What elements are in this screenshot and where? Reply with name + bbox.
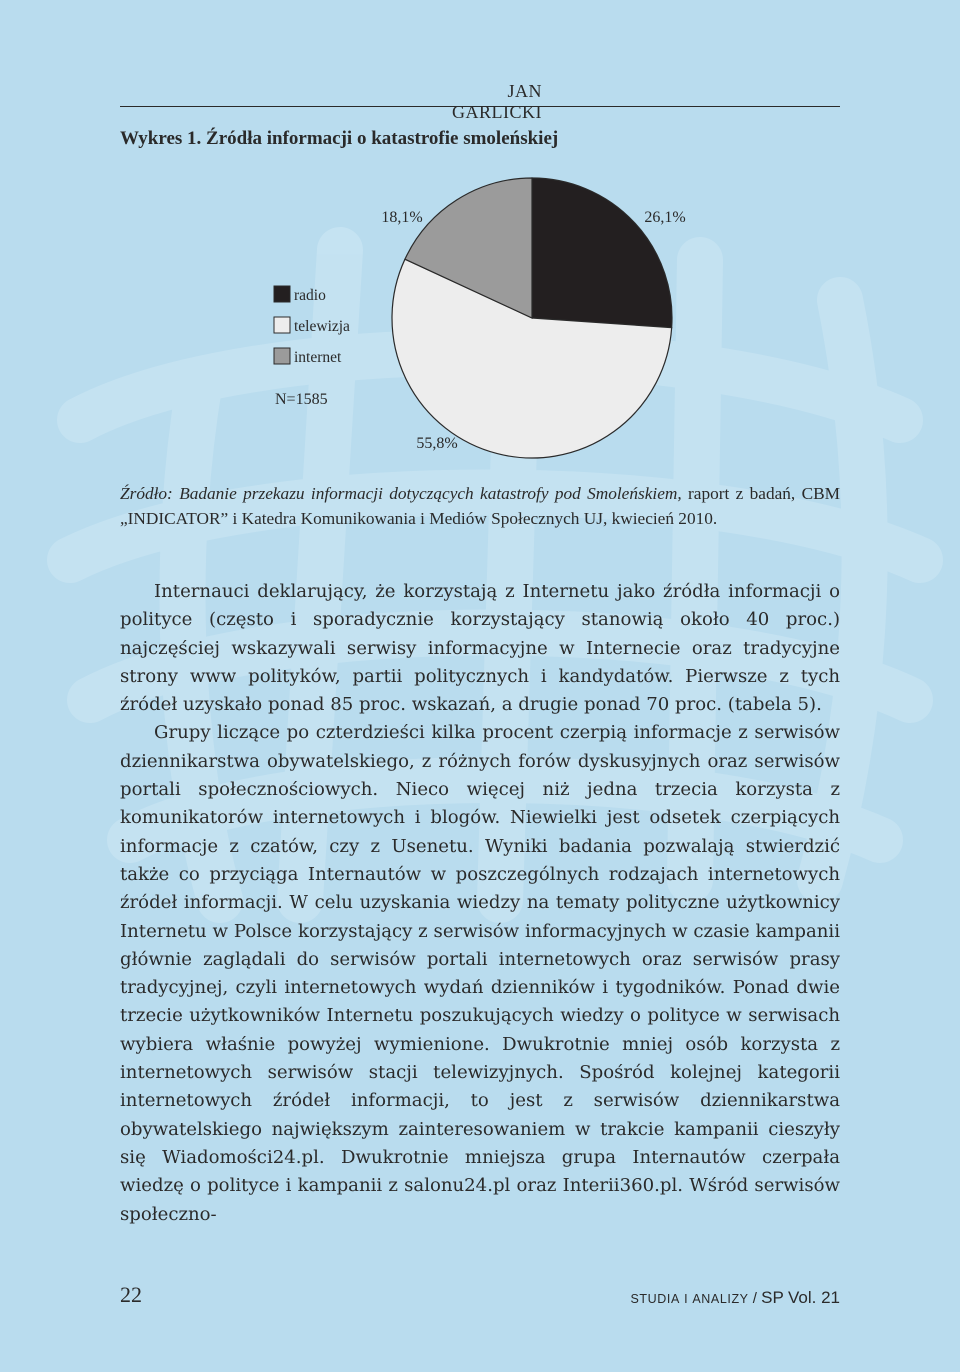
pie-slice-radio bbox=[532, 178, 672, 328]
pie-value-label-telewizja: 55,8% bbox=[416, 435, 458, 452]
legend-label-radio: radio bbox=[294, 287, 326, 304]
body-text bbox=[120, 578, 840, 1229]
journal-word-studia: STUDIA bbox=[630, 1292, 680, 1306]
journal-volume: Vol. 21 bbox=[788, 1288, 840, 1307]
legend-swatch-telewizja bbox=[274, 317, 290, 333]
pie-value-label-internet: 18,1% bbox=[381, 209, 423, 226]
sample-size-label: N=1585 bbox=[275, 391, 328, 408]
pie-value-label-radio: 26,1% bbox=[644, 209, 686, 226]
figure-caption-prefix: Wykres 1. bbox=[120, 128, 202, 149]
pie-chart bbox=[0, 0, 960, 470]
pie-slices bbox=[392, 178, 672, 458]
page-number: 22 bbox=[120, 1282, 142, 1307]
legend-swatch-internet bbox=[274, 348, 290, 364]
figure-source bbox=[120, 481, 840, 531]
figure-caption-text: Źródła informacji o katastrofie smoleńskiej bbox=[206, 128, 559, 149]
journal-footer bbox=[630, 1288, 840, 1308]
journal-slash: / bbox=[752, 1290, 757, 1307]
journal-sp: SP bbox=[761, 1288, 784, 1307]
running-header-author: JAN GARLICKI bbox=[452, 81, 542, 122]
pie-legend bbox=[274, 286, 350, 366]
legend-label-internet: internet bbox=[294, 349, 342, 366]
body-paragraph-2: Grupy liczące po czterdzieści kilka procent czerpią informacje z serwisów dziennikarstwa obywatelskiego, z różnych forów dyskusyjnych oraz serwisów portali społecznościowych. Nieco więcej niż jedna trzecia korzysta z komunikatorów internetowych i blogów. Niewielki jest odsetek czerpiących informacje z czatów, czy z Usenetu. Wyniki badania pozwalają stwierdzić także co przyciąga Internautów w poszczególnych rodzajach internetowych źródeł informacji. W celu uzyskania wiedzy na tematy polityczne użytkownicy Internetu w Polsce korzystający z serwisów informacyjnych w czasie kampanii głównie zaglądali do serwisów portali internetowych oraz serwisów prasy tradycyjnej, czyli internetowych wydań dzienników i tygodników. Ponad dwie trzecie użytkowników Internetu poszukujących wiedzy o polityce w serwisach wybiera właśnie powyżej wymienione. Dwukrotnie mniej osób korzysta z internetowych serwisów stacji telewizyjnych. Spośród kolejnej kategorii internetowych źródeł informacji, to jest z serwisów dziennikarstwa obywatelskiego największym zainteresowaniem w trakcie kampanii cieszyły się Wiadomości24.pl. Dwukrotnie mniejsza grupa Internautów czerpała wiedzę o polityce i kampanii z salonu24.pl oraz Interii360.pl. Wśród serwisów społeczno- bbox=[120, 722, 840, 1225]
journal-separator: I bbox=[684, 1292, 689, 1306]
legend-label-telewizja: telewizja bbox=[294, 318, 350, 335]
source-title: Badanie przekazu informacji dotyczących katastrofy pod Smoleńskiem, bbox=[179, 484, 682, 503]
source-rest: raport z badań, CBM „INDICATOR” i Katedra Komunikowania i Mediów Społecznych UJ, kwiecień 2010. bbox=[120, 484, 840, 528]
legend-swatch-radio bbox=[274, 286, 290, 302]
source-lead: Źródło: bbox=[120, 484, 173, 503]
body-paragraph-1: Internauci deklarujący, że korzystają z Internetu jako źródła informacji o polityce (często i sporadycznie korzystający stanowią około 40 proc.) najczęściej wskazywali serwisy informacyjne w Internecie oraz tradycyjne strony www polityków, partii politycznych i kandydatów. Pierwsze z tych źródeł uzyskało ponad 85 proc. wskazań, a drugie ponad 70 proc. (tabela 5). bbox=[120, 581, 840, 716]
journal-word-analizy: ANALIZY bbox=[692, 1292, 749, 1306]
